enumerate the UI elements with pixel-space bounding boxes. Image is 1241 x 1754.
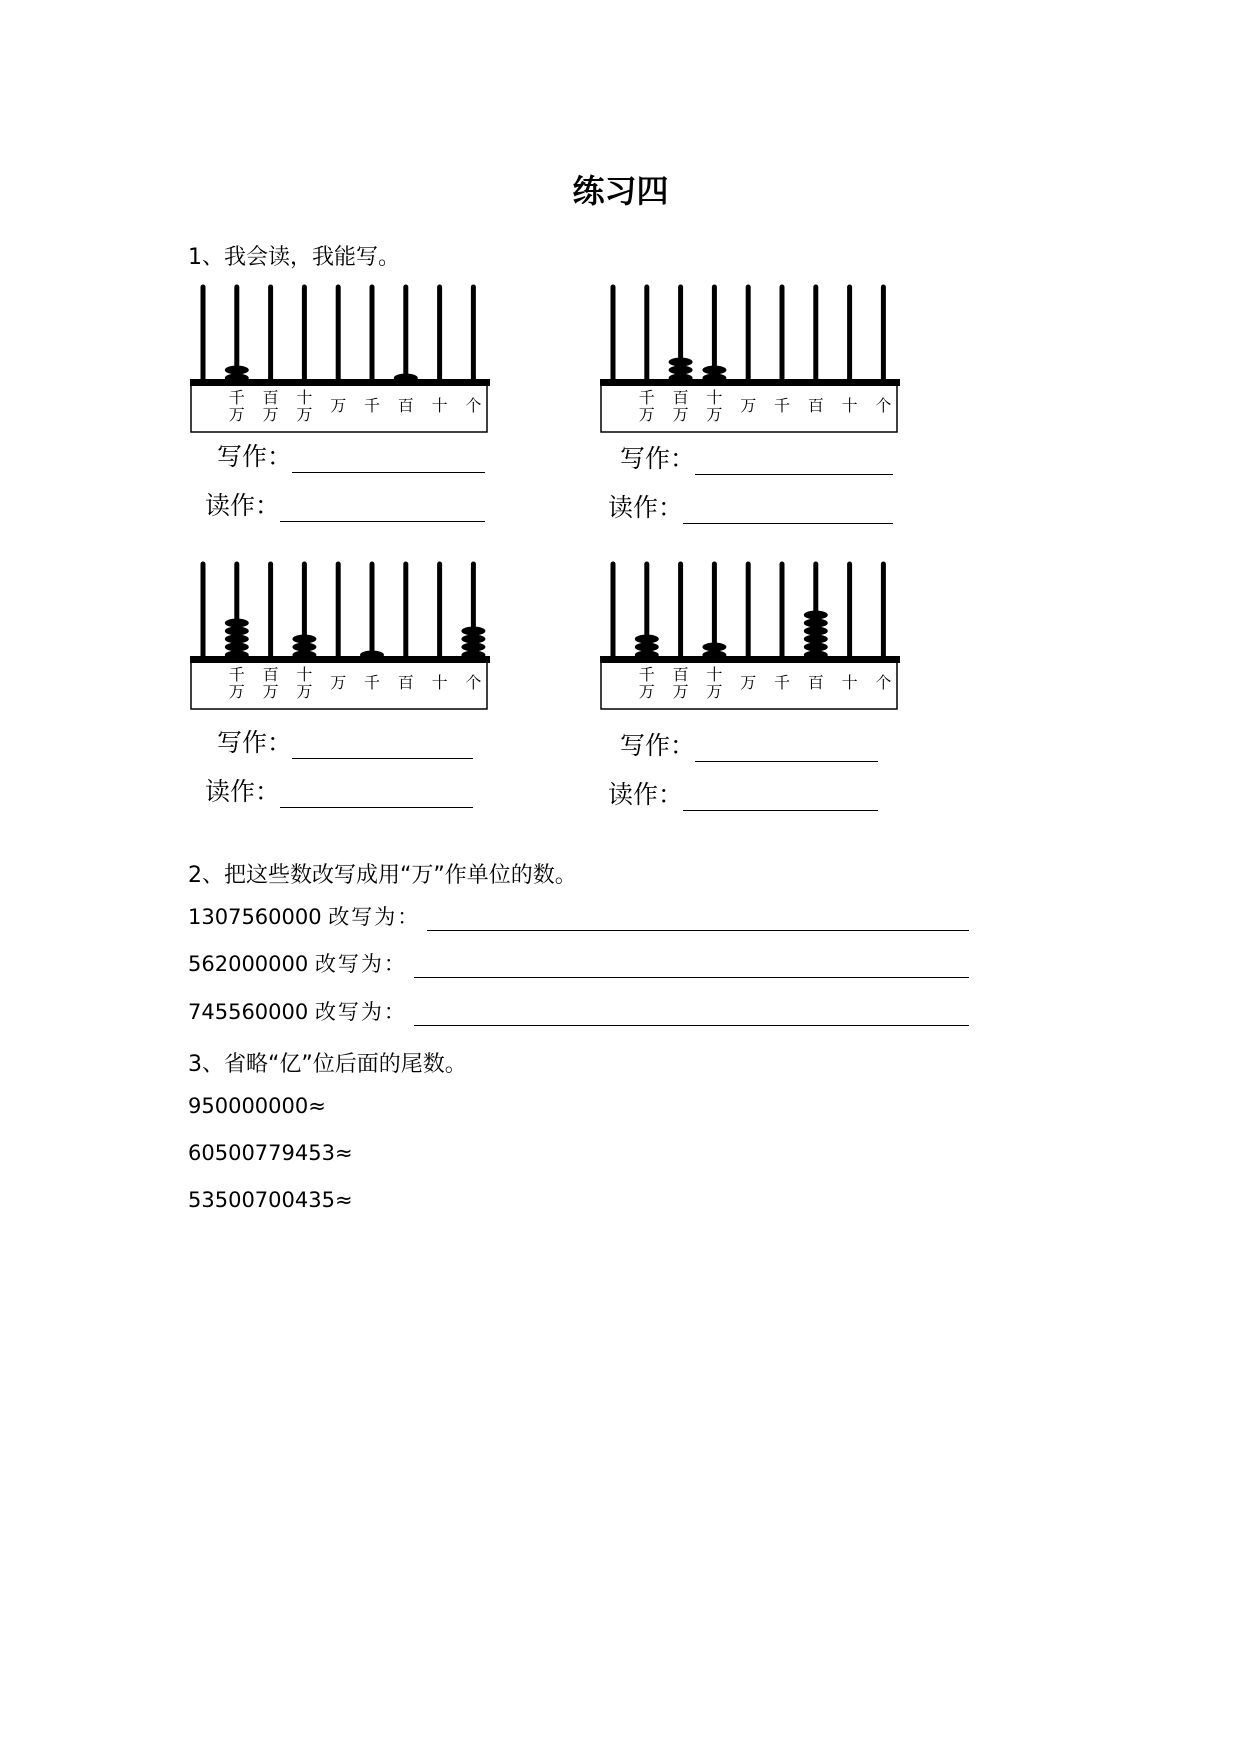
abacus-bead <box>804 635 828 644</box>
number: 745560000 <box>188 1000 309 1024</box>
abacus-4-read-field[interactable] <box>608 775 878 811</box>
abacus-bead <box>669 366 693 375</box>
read-label: 读作： <box>608 493 684 522</box>
read-answer-blank[interactable] <box>683 786 878 811</box>
approximation-item: 53500700435≈ <box>188 1188 353 1212</box>
place-label: 万 <box>638 405 655 424</box>
place-label: 万 <box>638 682 655 701</box>
place-label: 十 <box>706 665 723 684</box>
place-label: 个 <box>875 396 892 415</box>
question-3-heading: 3、省略“亿”位后面的尾数。 <box>188 1052 467 1077</box>
place-label: 千 <box>638 665 655 684</box>
read-label: 读作： <box>205 491 281 520</box>
approximation-item: 950000000≈ <box>188 1094 326 1118</box>
write-label: 写作： <box>620 444 696 473</box>
place-label: 十 <box>841 673 858 692</box>
place-label: 个 <box>875 673 892 692</box>
place-label: 千 <box>638 388 655 407</box>
place-label: 万 <box>262 682 279 701</box>
place-label: 十 <box>431 673 448 692</box>
place-label: 百 <box>262 388 279 407</box>
abacus-bead <box>635 635 659 644</box>
write-answer-blank[interactable] <box>695 450 893 475</box>
read-answer-blank[interactable] <box>280 497 485 522</box>
rewrite-answer-blank[interactable] <box>427 906 969 931</box>
number: 1307560000 <box>188 905 322 929</box>
read-label: 读作： <box>608 780 684 809</box>
write-answer-blank[interactable] <box>292 734 473 759</box>
place-label: 十 <box>296 388 313 407</box>
rewrite-label: 改写为： <box>328 905 421 929</box>
place-label: 万 <box>706 405 723 424</box>
place-label: 百 <box>807 673 824 692</box>
abacus-3-read-field[interactable] <box>205 772 473 808</box>
place-label: 万 <box>228 405 245 424</box>
rewrite-item <box>188 996 969 1026</box>
abacus-2-read-field[interactable] <box>608 488 893 524</box>
number: 562000000 <box>188 952 309 976</box>
abacus-bead <box>292 643 316 652</box>
place-label: 个 <box>465 673 482 692</box>
place-label: 千 <box>773 396 791 415</box>
place-label: 万 <box>296 405 313 424</box>
read-answer-blank[interactable] <box>280 783 473 808</box>
place-label: 十 <box>706 388 723 407</box>
rewrite-item <box>188 901 969 931</box>
write-label: 写作： <box>620 731 696 760</box>
write-label: 写作： <box>217 728 293 757</box>
question-2-heading: 2、把这些数改写成用“万”作单位的数。 <box>188 863 577 888</box>
abacus-bead <box>804 611 828 620</box>
abacus-1-write-field[interactable] <box>217 437 485 473</box>
abacus-bead <box>702 643 726 652</box>
abacus-bead <box>225 619 249 628</box>
rewrite-item <box>188 948 969 978</box>
abacus-base-bar <box>600 656 900 663</box>
abacus-bead <box>225 627 249 636</box>
abacus-bead <box>461 627 485 636</box>
write-answer-blank[interactable] <box>695 737 878 762</box>
place-label: 百 <box>672 388 689 407</box>
place-label: 十 <box>431 396 448 415</box>
page-title: 练习四 <box>572 172 669 210</box>
place-label: 个 <box>465 396 482 415</box>
place-label: 万 <box>262 405 279 424</box>
abacus-2 <box>600 283 900 435</box>
read-answer-blank[interactable] <box>683 499 893 524</box>
abacus-bead <box>804 643 828 652</box>
place-label: 万 <box>672 405 689 424</box>
rewrite-label: 改写为： <box>314 952 407 976</box>
abacus-bead <box>461 635 485 644</box>
question-1-heading: 1、我会读，我能写。 <box>188 245 400 270</box>
place-label: 千 <box>228 665 245 684</box>
place-label: 万 <box>740 673 757 692</box>
abacus-1-read-field[interactable] <box>205 486 485 522</box>
place-label: 万 <box>228 682 245 701</box>
place-label: 万 <box>330 396 347 415</box>
rewrite-answer-blank[interactable] <box>414 1001 969 1026</box>
rewrite-label: 改写为： <box>314 1000 407 1024</box>
rewrite-answer-blank[interactable] <box>414 953 969 978</box>
abacus-bead <box>225 635 249 644</box>
approximation-item: 60500779453≈ <box>188 1141 353 1165</box>
abacus-bead <box>669 358 693 367</box>
write-answer-blank[interactable] <box>292 448 485 473</box>
abacus-bead <box>225 366 249 375</box>
place-label: 百 <box>397 396 414 415</box>
abacus-4 <box>600 560 900 712</box>
abacus-base-bar <box>190 379 490 386</box>
abacus-3-write-field[interactable] <box>217 723 473 759</box>
place-label: 千 <box>363 673 381 692</box>
place-label: 万 <box>672 682 689 701</box>
abacus-base-bar <box>600 379 900 386</box>
place-label: 百 <box>672 665 689 684</box>
place-label: 千 <box>363 396 381 415</box>
place-label: 百 <box>807 396 824 415</box>
place-label: 万 <box>706 682 723 701</box>
place-label: 千 <box>773 673 791 692</box>
place-label: 十 <box>296 665 313 684</box>
abacus-3 <box>190 560 490 712</box>
write-label: 写作： <box>217 442 293 471</box>
abacus-bead <box>461 643 485 652</box>
place-label: 百 <box>262 665 279 684</box>
abacus-bead <box>292 635 316 644</box>
abacus-bead <box>804 627 828 636</box>
abacus-bead <box>804 619 828 628</box>
abacus-bead <box>702 366 726 375</box>
place-label: 十 <box>841 396 858 415</box>
abacus-bead <box>225 643 249 652</box>
place-label: 百 <box>397 673 414 692</box>
read-label: 读作： <box>205 777 281 806</box>
place-label: 万 <box>740 396 757 415</box>
place-label: 万 <box>330 673 347 692</box>
abacus-bead <box>635 643 659 652</box>
place-label: 万 <box>296 682 313 701</box>
abacus-2-write-field[interactable] <box>620 439 893 475</box>
abacus-4-write-field[interactable] <box>620 726 878 762</box>
abacus-1 <box>190 283 490 435</box>
abacus-base-bar <box>190 656 490 663</box>
place-label: 千 <box>228 388 245 407</box>
